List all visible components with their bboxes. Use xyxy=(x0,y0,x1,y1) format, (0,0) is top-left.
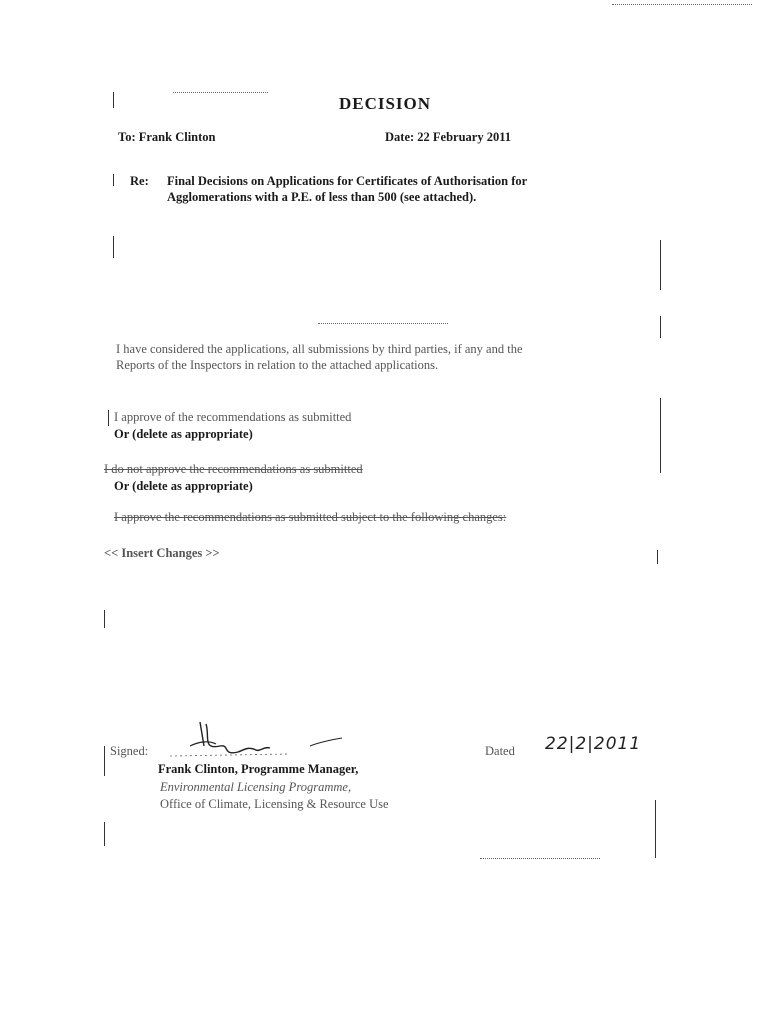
scan-artifact-line xyxy=(113,174,114,186)
re-subject-line-2: Agglomerations with a P.E. of less than 500 (see attached). xyxy=(167,190,477,204)
handwritten-date: 22|2|2011 xyxy=(545,734,642,754)
re-label: Re: xyxy=(130,174,149,188)
recipient-line: To: Frank Clinton xyxy=(118,130,216,144)
scan-artifact-line xyxy=(104,746,105,776)
option-do-not-approve: I do not approve the recommendations as submitted xyxy=(104,462,363,476)
signatory-office: Office of Climate, Licensing & Resource Use xyxy=(160,797,389,811)
scan-artifact-line xyxy=(108,410,109,426)
scan-artifact-line xyxy=(104,610,105,628)
dated-label: Dated xyxy=(485,744,515,758)
handwritten-signature xyxy=(160,716,380,766)
document-title: DECISION xyxy=(338,94,432,113)
scan-artifact-line xyxy=(657,550,658,564)
signed-label: Signed: xyxy=(110,744,149,758)
considered-text-line-1: I have considered the applications, all submissions by third parties, if any and the xyxy=(116,342,523,356)
or-delete-note-2: Or (delete as appropriate) xyxy=(114,479,253,493)
scan-artifact-dots xyxy=(318,323,448,325)
scan-artifact-dots xyxy=(480,858,600,860)
scan-artifact-line xyxy=(113,236,114,258)
or-delete-note-1: Or (delete as appropriate) xyxy=(114,427,253,441)
signatory-name: Frank Clinton, Programme Manager, xyxy=(158,762,359,776)
re-subject-line-1: Final Decisions on Applications for Certificates of Authorisation for xyxy=(167,174,528,188)
date-line: Date: 22 February 2011 xyxy=(385,130,512,144)
scan-artifact-line xyxy=(655,800,656,858)
scan-artifact-line xyxy=(660,398,661,473)
signatory-programme: Environmental Licensing Programme, xyxy=(160,780,352,794)
scan-artifact-line xyxy=(104,822,105,846)
insert-changes-placeholder: << Insert Changes >> xyxy=(104,546,220,560)
considered-text-line-2: Reports of the Inspectors in relation to the attached applications. xyxy=(116,358,439,372)
scan-artifact-line xyxy=(660,240,661,290)
option-approve: I approve of the recommendations as submitted xyxy=(114,410,352,424)
scan-artifact-line xyxy=(660,316,661,338)
scan-artifact-dots xyxy=(612,4,752,6)
option-approve-with-changes: I approve the recommendations as submitted subject to the following changes: xyxy=(114,510,507,524)
